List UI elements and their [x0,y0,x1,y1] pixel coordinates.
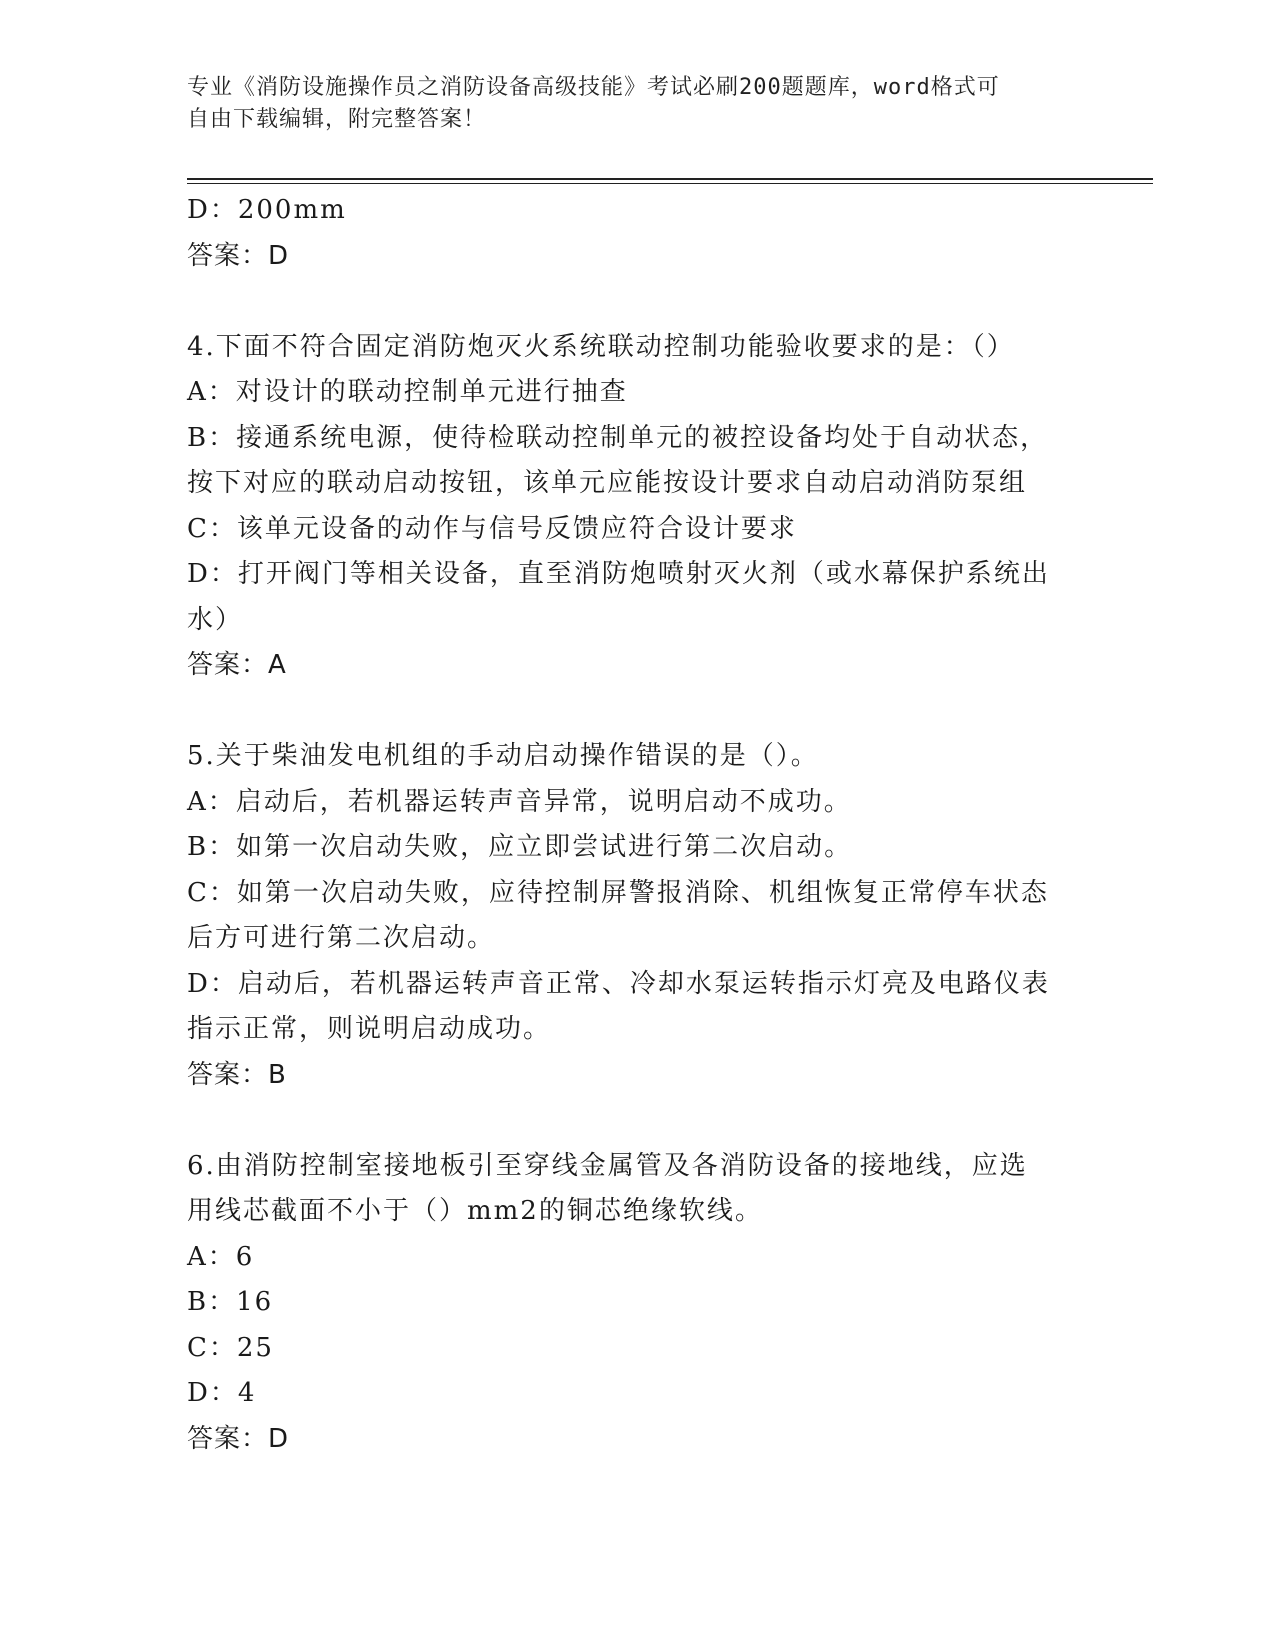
document-header [187,72,1087,136]
option-c-continued: 后方可进行第二次启动。 [187,923,496,953]
question-stem: 5.关于柴油发电机组的手动启动操作错误的是（）。 [187,741,819,771]
option-b: B：如第一次启动失败，应立即尝试进行第二次启动。 [187,832,853,862]
answer: 答案：A [187,650,287,680]
header-line-2: 自由下载编辑，附完整答案！ [187,107,487,132]
option-b-continued: 按下对应的联动启动按钮，该单元应能按设计要求自动启动消防泵组 [187,468,1028,498]
option-d: D：启动后，若机器运转声音正常、冷却水泵运转指示灯亮及电路仪表 [187,968,1050,999]
option-d: D：4 [187,1378,257,1408]
option-d: D：200mm [187,195,347,225]
answer: 答案：B [187,1059,287,1090]
question-stem: 4.下面不符合固定消防炮灭火系统联动控制功能验收要求的是：（） [187,331,1015,362]
option-c: C：25 [187,1332,274,1363]
header-divider-thick [187,178,1153,180]
option-a: A：启动后，若机器运转声音异常，说明启动不成功。 [187,786,852,817]
option-a: A：对设计的联动控制单元进行抽查 [187,377,628,407]
question-6 [187,1144,1087,1463]
option-c: C：如第一次启动失败，应待控制屏警报消除、机组恢复正常停车状态 [187,877,1049,908]
question-5 [187,734,1087,1098]
question-list [187,188,1087,1462]
question-stem-continued: 用线芯截面不小于（）mm2的铜芯绝缘软线。 [187,1196,763,1226]
option-d-continued: 指示正常，则说明启动成功。 [187,1014,552,1044]
header-divider-thin [187,183,1153,184]
option-d: D：打开阀门等相关设备，直至消防炮喷射灭火剂（或水幕保护系统出 [187,559,1050,589]
option-a: A：6 [187,1241,255,1272]
option-d-continued: 水） [187,604,244,635]
question-4 [187,325,1087,689]
header-line-1: 专业《消防设施操作员之消防设备高级技能》考试必刷200题题库，word格式可 [187,75,1000,100]
question-stem: 6.由消防控制室接地板引至穿线金属管及各消防设备的接地线，应选 [187,1150,1028,1181]
answer: 答案：D [187,240,290,271]
option-c: C：该单元设备的动作与信号反馈应符合设计要求 [187,513,797,544]
question-3-tail [187,188,1087,279]
option-b: B：16 [187,1287,274,1317]
option-b: B：接通系统电源，使待检联动控制单元的被控设备均处于自动状态， [187,422,1049,453]
answer: 答案：D [187,1423,290,1454]
